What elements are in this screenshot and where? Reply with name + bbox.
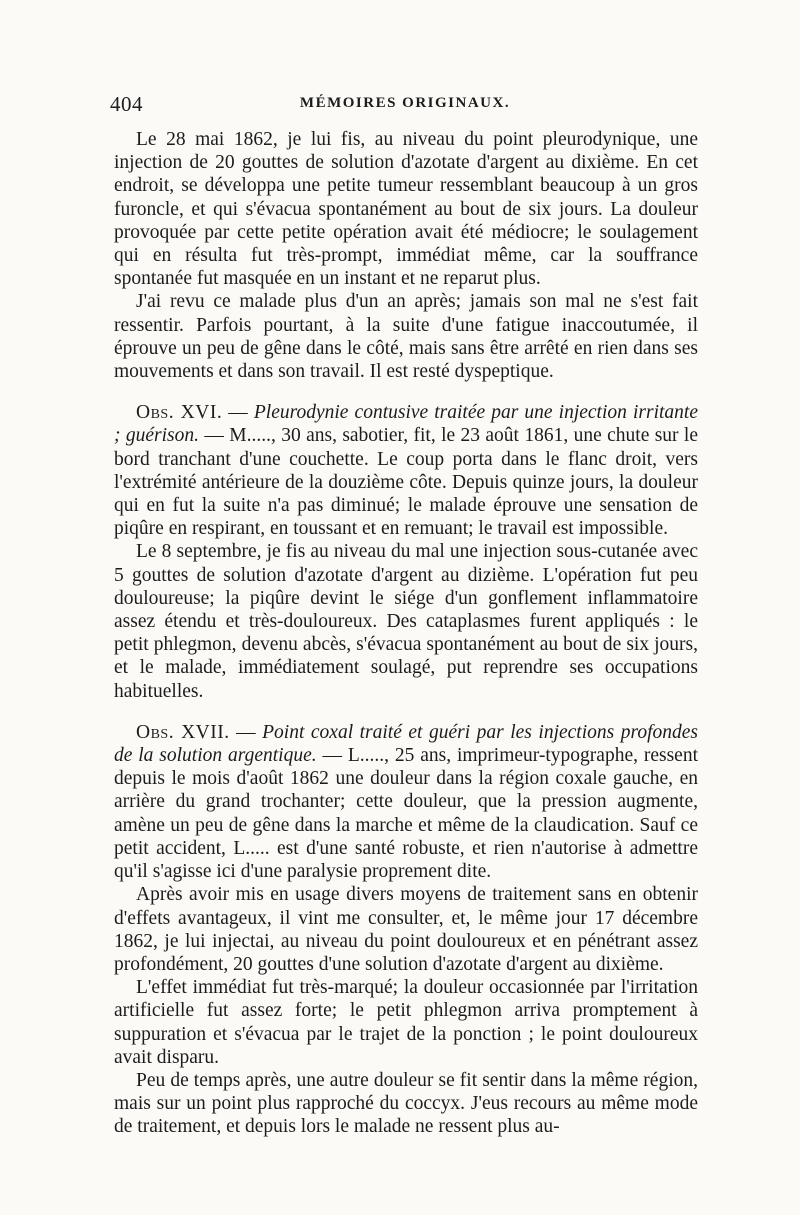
paragraph: Peu de temps après, une autre douleur se fit sentir dans la même région, mais sur un point plus rapproché du coccyx. J'eus recours au même mode de traitement, et depuis lors le malade ne ressent plus au- (114, 1069, 698, 1138)
observation-label: Obs. XVI. (136, 402, 223, 424)
observation-separator: — (229, 721, 263, 743)
paragraph: Le 28 mai 1862, je lui fis, au niveau du point pleurodynique, une injection de 20 gouttes de solution d'azotate d'argent au dixième. En cet endroit, se développa une petite tumeur ressemblant beaucoup à un gros furoncle, et qui s'évacua spontanément au bout de six jours. La douleur provoquée par cette petite opération avait été médiocre; le soulagement qui en résulta fut très-prompt, immédiat même, car la souffrance spontanée fut masquée en un instant et ne reparut plus. (114, 129, 698, 290)
paragraph: Après avoir mis en usage divers moyens de traitement sans en obtenir d'effets avantageux, il vint me consulter, et, le même jour 17 décembre 1862, je lui injectai, au niveau du point douloureux et en pénétrant assez profondément, 20 gouttes d'une solution d'azotate d'argent au dixième. (114, 884, 698, 975)
observation-paragraph (114, 401, 698, 540)
paragraph: J'ai revu ce malade plus d'un an après; jamais son mal ne s'est fait ressentir. Parfois pourtant, à la suite d'une fatigue inaccoutumée, il éprouve un peu de gêne dans le côté, mais sans être arrêté en rien dans ses mouvements et dans son travail. Il est resté dyspeptique. (114, 291, 698, 383)
paragraph: Le 8 septembre, je fis au niveau du mal une injection sous-cutanée avec 5 gouttes de solution d'azotate d'argent au dizième. L'opération fut peu douloureuse; la piqûre devint le siége d'un gonflement inflammatoire assez étendu et très-douloureux. Des cataplasmes furent appliqués : le petit phlegmon, devenu abcès, s'évacua spontanément au bout de six jours, et le malade, immédiatement soulagé, put reprendre ses occupations habituelles. (114, 541, 698, 702)
running-title: MÉMOIRES ORIGINAUX. (299, 95, 511, 111)
observation-label: Obs. XVII. (136, 721, 230, 743)
observation-text: — L....., 25 ans, imprimeur-typographe, ressent depuis le mois d'août 1862 une douleur dans la région coxale gauche, en arrière du grand trochanter; cette douleur, que la pression augmente, amène un peu de gêne dans la marche et même de la claudication. Sauf ce petit accident, L..... est d'une santé robuste, et rien n'autorise à admettre qu'il s'agisse ici d'une paralysie proprement dite. (114, 745, 698, 883)
observation-title: Pleurodynie contusive traitée par une injection irritante ; guérison. (114, 402, 698, 447)
observation-title: Point coxal traité et guéri par les injections profondes de la solution argentique. (114, 721, 698, 767)
body-text (114, 128, 698, 1139)
page-number: 404 (110, 92, 143, 116)
observation-text: — M....., 30 ans, sabotier, fit, le 23 août 1861, une chute sur le bord tranchant d'une couchette. Le coup porta dans le flanc droit, vers l'extrémité antérieure de la douzième côte. Depuis quinze jours, la douleur qui en fut la suite n'a pas diminué; le malade éprouve une sensation de piqûre en respirant, en toussant et en remuant; le travail est impossible. (114, 425, 698, 540)
observation-paragraph (114, 721, 698, 883)
paragraph: L'effet immédiat fut très-marqué; la douleur occasionnée par l'irritation artificielle fut assez forte; le petit phlegmon arriva promptement à suppuration et s'évacua par le trajet de la ponction ; le point douloureux avait disparu. (114, 977, 698, 1068)
page-header (110, 92, 700, 122)
observation-separator: — (222, 402, 254, 424)
